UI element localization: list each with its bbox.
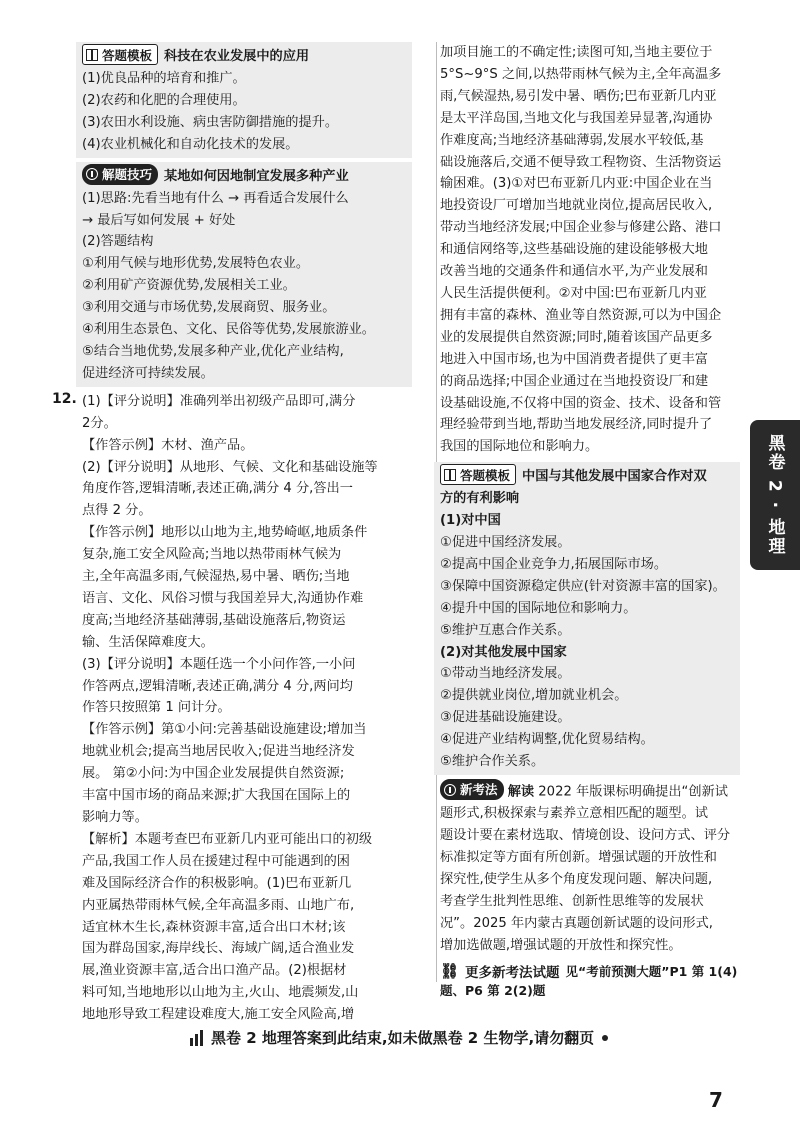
text-line: → 最后写如何发展 + 好处 [82,212,236,228]
interpretation-tag: 解读 [507,784,535,800]
text-line: 难及国际经济合作的积极影响。(1)巴布亚新几 [82,875,352,891]
text-line: 作答两点,逻辑清晰,表述正确,满分 4 分,两问均 [82,678,353,694]
book-icon [86,49,98,61]
text-line: 内亚属热带雨林气候,全年高温多雨、山地广布, [82,897,355,913]
text-line: 2022 年版课标明确提出“创新试 [538,784,728,800]
text-line: 展。 第②小问:为中国企业发展提供自然资源; [82,766,345,782]
tips-title: 某地如何因地制宜发展多种产业 [164,168,349,184]
text-line: 影响力等。 [82,810,148,825]
text-line: 【解析】本题考查巴布亚新几内亚可能出口的初级 [82,831,373,847]
more-questions-ref-cont: 题、P6 第 2(2)题 [440,982,546,998]
text-line: 带动当地经济发展;中国企业参与修建公路、港口 [440,220,722,236]
text-line: ②提供就业岗位,增加就业机会。 [440,688,628,704]
text-line: 业的发展提供自然资源;同时,随着该国产品更多 [440,329,713,345]
text-line: ⑤维护合作关系。 [440,754,545,770]
text-line: ②提高中国企业竞争力,拓展国际市场。 [440,556,668,572]
question-number: 12. [52,390,77,407]
text-line: 考查学生批判性思维、创新性思维等的发展状 [440,894,704,910]
analysis-continuation [440,42,740,458]
text-line: (2)答题结构 [82,234,154,250]
text-line: 输、生活保障难度大。 [82,634,214,650]
right-column [440,42,740,1001]
text-line: ⑤维护互惠合作关系。 [440,622,571,638]
answer-template-tag: 答题模板 [440,464,516,485]
text-line: 展,渔业资源丰富,适合出口渔产品。(2)根据材 [82,963,347,979]
text-line: (2)【评分说明】从地形、气候、文化和基础设施等 [82,459,378,475]
text-line: 国为群岛国家,海岸线长、海域广阔,适合渔业发 [82,941,355,957]
key-icon [86,168,98,180]
text-line: 和通信网络等,这些基础设施的建设能够极大地 [440,242,708,258]
text-line: 我国的国际地位和影响力。 [440,439,599,455]
text-line: 况”。2025 年内蒙古真题创新试题的设问形式, [440,915,713,931]
text-line: 2分。 [82,415,117,431]
text-line: 【作答示例】地形以山地为主,地势崎岖,地质条件 [82,525,368,541]
template-title: 科技在农业发展中的应用 [164,49,310,64]
text-line: 的商品选择;中国企业通过在当地投资设厂和建 [440,373,709,389]
link-icon: ⛓ [440,961,460,980]
text-line: 地投资设厂可增加当地就业岗位,提高居民收入, [440,198,713,214]
text-line: ③利用交通与市场优势,发展商贸、服务业。 [82,300,336,316]
text-line: (3)农田水利设施、病虫害防御措施的提升。 [82,114,339,130]
text-line: 作难度高;当地经济基础薄弱,发展水平较低,基 [440,132,704,148]
text-line: ①带动当地经济发展。 [440,666,571,682]
text-line: 改善当地的交通条件和通信水平,为产业发展和 [440,264,708,280]
text-line: 料可知,当地地形以山地为主,火山、地震频发,山 [82,985,359,1001]
text-line: 拥有丰富的森林、渔业等自然资源,可以为中国企 [440,307,722,323]
text-line: (1)思路:先看当地有什么 → 再看适合发展什么 [82,190,349,206]
answer-template-tag: 答题模板 [82,44,158,65]
text-line: ③促进基础设施建设。 [440,710,571,726]
text-line: 丰富中国市场的商品来源;扩大我国在国际上的 [82,788,351,804]
text-line: 点得 2 分。 [82,503,152,519]
text-line: 标准拟定等方面有所创新。增强试题的开放性和 [440,850,717,866]
text-line: 角度作答,逻辑清晰,表述正确,满分 4 分,答出一 [82,481,353,497]
text-line: (4)农业机械化和自动化技术的发展。 [82,136,299,152]
text-line: 理经验带到当地,帮助当地发展经济,同时提升了 [440,417,713,433]
template-title: 中国与其他发展中国家合作对双 [522,469,707,485]
bulb-icon [444,784,456,796]
left-column [52,42,412,1026]
text-line: (1)优良品种的培育和推广。 [82,71,246,86]
more-questions-link[interactable] [440,961,740,981]
text-line: 主,全年高温多雨,气候湿热,易中暑、晒伤;当地 [82,569,350,585]
new-exam-interpretation [440,779,740,957]
text-line: 度高;当地经济基础薄弱,基础设施落后,物资运 [82,612,346,628]
text-line: 作答只按照第 1 问计分。 [82,700,231,716]
dot-icon [602,1035,608,1041]
question-12 [52,390,412,1026]
text-line: ④利用生态景色、文化、民俗等优势,发展旅游业。 [82,322,375,338]
text-line: ①促进中国经济发展。 [440,535,571,551]
text-line: 础设施落后,交通不便导致工程物资、生活物资运 [440,154,722,170]
template-box-agri-tech [76,42,412,158]
text-line: 雨,气候湿热,易引发中暑、晒伤;巴布亚新几内亚 [440,88,717,104]
text-line: (1)对中国 [440,513,501,529]
text-line: ④促进产业结构调整,优化贸易结构。 [440,732,654,748]
text-line: 复杂,施工安全风险高;当地以热带雨林气候为 [82,547,342,563]
text-line: (2)对其他发展中国家 [440,644,567,660]
text-line: 促进经济可持续发展。 [82,365,214,381]
text-line: 适宜林木生长,森林资源丰富,适合出口木材;该 [82,919,346,935]
text-line: 是太平洋岛国,当地文化与我国差异显著,沟通协 [440,110,713,126]
more-questions-ref: 见“考前预测大题”P1 第 1(4) [565,963,738,979]
more-questions-title: 更多新考法试题 [465,964,560,981]
text-line: 题设计要在素材选取、情境创设、设问方式、评分 [440,828,731,844]
text-line: 输困难。(3)①对巴布亚新几内亚:中国企业在当 [440,176,713,192]
text-line: 【作答示例】木材、渔产品。 [82,437,254,453]
text-line: 【作答示例】第①小问:完善基础设施建设;增加当 [82,722,367,738]
template-title-cont: 方的有利影响 [440,491,520,507]
text-line: 地进入中国市场,也为中国消费者提供了更丰富 [440,351,708,367]
text-line: ③保障中国资源稳定供应(针对资源丰富的国家)。 [440,578,726,594]
subject-side-tab: 黑卷 2 · 地理 [750,420,800,570]
text-line: (2)农药和化肥的合理使用。 [82,92,246,108]
text-line: 加项目施工的不确定性;读图可知,当地主要位于 [440,45,713,60]
text-line: ①利用气候与地形优势,发展特色农业。 [82,256,310,272]
end-of-answers-note: 黑卷 2 地理答案到此结束,如未做黑卷 2 生物学,请勿翻页 [190,1027,630,1048]
text-line: 人民生活提供便利。②对中国:巴布亚新几内亚 [440,285,707,301]
solving-tips-tag: 解题技巧 [82,164,158,185]
text-line: ④提升中国的国际地位和影响力。 [440,600,637,616]
text-line: 地地形导致工程建设难度大,施工安全风险高,增 [82,1007,355,1023]
text-line: 地就业机会;提高当地居民收入;促进当地经济发 [82,744,355,760]
bars-icon [190,1030,203,1046]
text-line: 5°S~9°S 之间,以热带雨林气候为主,全年高温多 [440,66,722,82]
text-line: (1)【评分说明】准确列举出初级产品即可,满分 [82,393,356,409]
text-line: 题形式,积极探索与素养立意相匹配的题型。试 [440,806,708,822]
text-line: 产品,我国工作人员在援建过程中可能遇到的困 [82,853,350,869]
text-line: 设基础设施,不仅将中国的资金、技术、设备和管 [440,395,722,411]
template-box-cooperation [434,462,740,775]
text-line: 增加选做题,增强试题的开放性和探究性。 [440,937,682,953]
page-number: 7 [709,1088,723,1112]
text-line: ②利用矿产资源优势,发展相关工业。 [82,278,296,294]
new-method-tag: 新考法 [440,779,504,800]
text-line: ⑤结合当地优势,发展多种产业,优化产业结构, [82,343,344,359]
book-icon [444,469,456,481]
text-line: (3)【评分说明】本题任选一个小问作答,一小问 [82,656,356,672]
text-line: 语言、文化、风俗习惯与我国差异大,沟通协作难 [82,590,364,606]
text-line: 探究性,使学生从多个角度发现问题、解决问题, [440,872,713,888]
tips-box-industry [76,162,412,387]
